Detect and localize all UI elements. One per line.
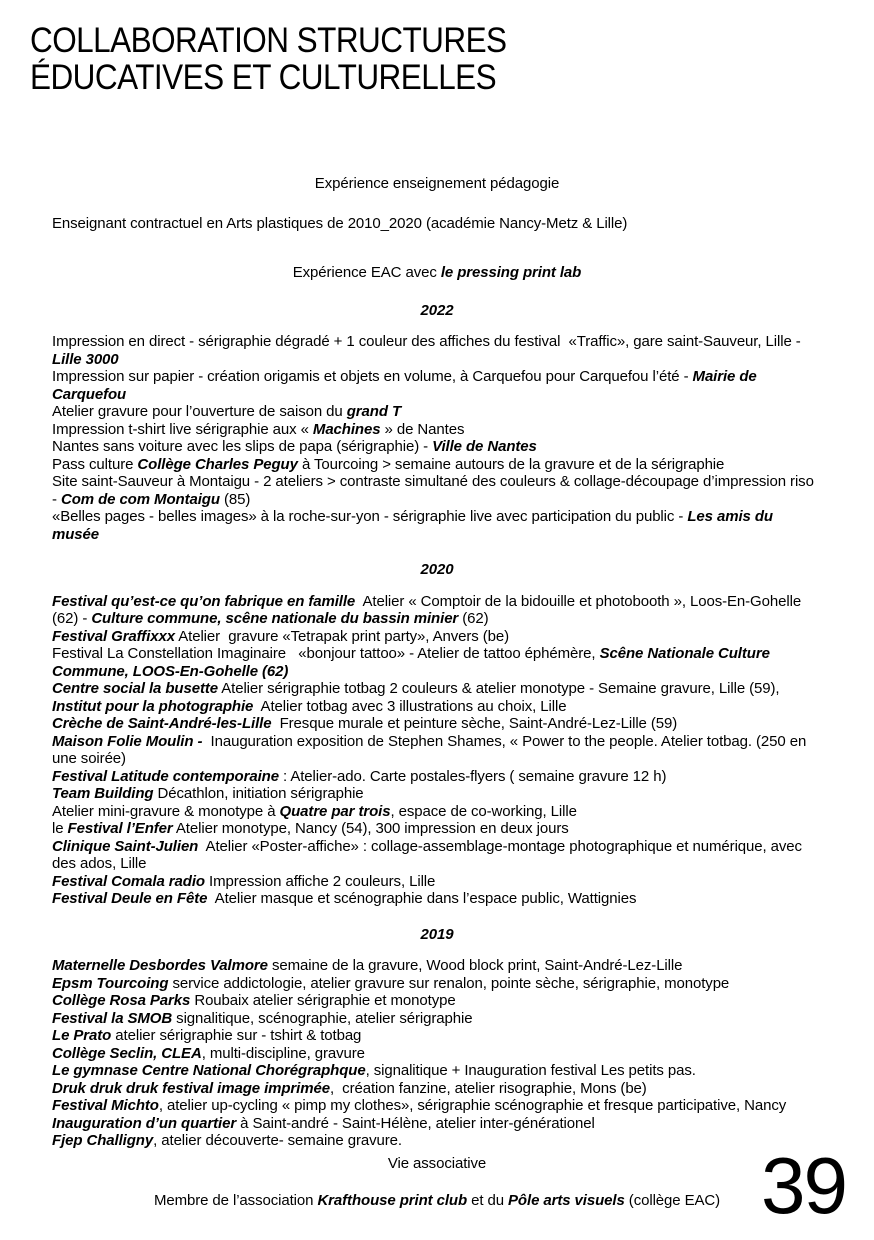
experience-entry [52, 1080, 822, 1098]
experience-entry [52, 368, 822, 403]
emphasis-text: Lille 3000 [52, 350, 119, 368]
experience-entry [52, 838, 822, 873]
plain-text: Décathlon, initiation sérigraphie [153, 785, 364, 802]
plain-text: «Belles pages - belles images» à la roche-sur-yon - sérigraphie live avec participation du public - [52, 508, 688, 525]
emphasis-text: Maternelle Desbordes Valmore [52, 957, 268, 974]
experience-entry [52, 733, 822, 768]
plain-text: Site saint-Sauveur à Montaigu - 2 ateliers > contraste simultané des couleurs & collage-découpage d’impression riso - [52, 473, 818, 508]
page-title-line2: ÉDUCATIVES ET CULTURELLES [30, 58, 497, 97]
experience-entry [52, 645, 822, 680]
emphasis-text: Collège Charles Peguy [137, 455, 298, 473]
plain-text: Atelier «Poster-affiche» : collage-assemblage-montage photographique et numérique, avec des ados, Lille [52, 837, 807, 872]
footer-heading: Vie associative [387, 1155, 487, 1172]
experience-entry [52, 333, 822, 368]
plain-text: » de Nantes [380, 420, 465, 438]
plain-text: (62) [458, 610, 489, 627]
emphasis-text: Festival Latitude contemporaine [52, 767, 279, 785]
section-year-heading: 2019 [420, 925, 454, 943]
plain-text: , espace de co-working, Lille [390, 802, 577, 820]
emphasis-text: le pressing print lab [440, 264, 582, 281]
plain-text: Fresque murale et peinture sèche, Saint-André-Lez-Lille (59) [271, 715, 678, 732]
plain-text: Atelier sérigraphie totbag 2 couleurs & atelier monotype - Semaine gravure, Lille (59), [218, 680, 780, 697]
emphasis-text: Com de com Montaigu [60, 490, 220, 508]
experience-entry [52, 803, 822, 821]
emphasis-text: Festival Graffixxx [52, 627, 175, 645]
experience-entry [52, 628, 822, 646]
plain-text: semaine de la gravure, Wood block print, Saint-André-Lez-Lille [267, 957, 683, 974]
experience-entry [52, 957, 822, 975]
plain-text: Atelier monotype, Nancy (54), 300 impression en deux jours [172, 820, 569, 837]
plain-text: Atelier totbag avec 3 illustrations au choix, Lille [253, 697, 567, 715]
experience-entry [52, 473, 822, 508]
experience-entry [52, 1062, 822, 1080]
emphasis-text: Fjep Challigny [52, 1132, 154, 1149]
plain-text: Impression affiche 2 couleurs, Lille [204, 872, 436, 890]
experience-entry [52, 715, 822, 733]
plain-text: Atelier gravure «Tetrapak print party», Anvers (be) [175, 627, 510, 645]
experience-entry [52, 508, 822, 543]
emphasis-text: Festival Comala radio [52, 872, 205, 890]
intro-teaching-line: Enseignant contractuel en Arts plastiques de 2010_2020 (académie Nancy-Metz & Lille) [52, 214, 628, 232]
emphasis-text: Culture commune, scêne nationale du bassin minier [91, 610, 459, 627]
plain-text: , création fanzine, atelier risographie, Mons (be) [329, 1079, 647, 1097]
plain-text: Nantes sans voiture avec les slips de papa (sérigraphie) - [52, 438, 433, 455]
emphasis-text: Festival Deule en Fête [52, 890, 208, 907]
emphasis-text: Quatre par trois [279, 802, 391, 820]
plain-text: service addictologie, atelier gravure sur renalon, pointe sèche, sérigraphie, monotype [168, 974, 730, 992]
plain-text: Atelier « Comptoir de la bidouille et photobooth », Loos-En-Gohelle (62) - [52, 592, 806, 627]
experience-entry [52, 873, 822, 891]
experience-entry [52, 438, 822, 456]
experience-entry [52, 1132, 822, 1150]
plain-text: à Saint-andré - Saint-Hélène, atelier inter-générationel [236, 1114, 595, 1132]
emphasis-text: Scêne Nationale Culture Commune, LOOS-En-Gohelle (62) [52, 645, 774, 680]
page-title-line1: COLLABORATION STRUCTURES [30, 21, 507, 60]
plain-text: Atelier masque et scénographie dans l’espace public, Wattignies [207, 890, 637, 907]
experience-entry [52, 421, 822, 439]
year-section [52, 561, 822, 908]
emphasis-text: Collège Rosa Parks [52, 992, 191, 1009]
emphasis-text: Clinique Saint-Julien [52, 837, 199, 855]
plain-text: atelier sérigraphie sur - tshirt & totbag [111, 1027, 362, 1044]
experience-entry [52, 1010, 822, 1028]
emphasis-text: Druk druk druk festival image imprimée [52, 1079, 330, 1097]
emphasis-text: Collège Seclin, CLEA [52, 1044, 202, 1062]
experience-entry [52, 975, 822, 993]
plain-text: Inauguration exposition de Stephen Shames, « Power to the people. Atelier totbag. (250 en une soirée) [52, 732, 811, 767]
emphasis-text: Festival qu’est-ce qu’on fabrique en famille [52, 592, 356, 610]
emphasis-text: Inauguration d’un quartier [52, 1114, 237, 1132]
emphasis-text: Festival la SMOB [52, 1009, 173, 1027]
emphasis-text: Krafthouse print club [317, 1192, 468, 1209]
experience-entry [52, 1027, 822, 1045]
plain-text: (85) [219, 490, 251, 508]
emphasis-text: Maison Folie Moulin - [52, 732, 203, 750]
experience-entry [52, 785, 822, 803]
emphasis-text: Le Prato [52, 1027, 112, 1044]
emphasis-text: Festival l’Enfer [67, 820, 173, 837]
emphasis-text: Festival Michto [52, 1097, 159, 1114]
experience-sections [52, 302, 822, 1150]
experience-entry [52, 698, 822, 716]
plain-text: à Tourcoing > semaine autours de la gravure et de la sérigraphie [297, 455, 725, 473]
plain-text: , atelier découverte- semaine gravure. [153, 1132, 402, 1149]
plain-text: Festival La Constellation Imaginaire «bonjour tattoo» - Atelier de tattoo éphémère, [52, 645, 600, 662]
footer-membership [0, 1192, 874, 1210]
experience-entry [52, 820, 822, 838]
plain-text: , atelier up-cycling « pimp my clothes», sérigraphie scénographie et fresque participative, Nancy [158, 1097, 787, 1114]
plain-text: Expérience EAC avec [292, 264, 441, 281]
experience-entry [52, 890, 822, 908]
plain-text: Roubaix atelier sérigraphie et monotype [190, 992, 456, 1009]
emphasis-text: Ville de Nantes [432, 438, 537, 455]
emphasis-text: Crèche de Saint-André-les-Lille [52, 715, 272, 732]
plain-text: Atelier gravure pour l’ouverture de saison du [52, 403, 347, 420]
year-section [52, 926, 822, 1150]
plain-text: Membre de l’association [153, 1192, 318, 1209]
section-year-heading: 2020 [420, 561, 454, 578]
plain-text: Pass culture [52, 455, 138, 473]
page-title [30, 22, 507, 96]
plain-text: : Atelier-ado. Carte postales-flyers ( semaine gravure 12 h) [278, 767, 667, 785]
experience-entry [52, 680, 822, 698]
experience-entry [52, 1045, 822, 1063]
emphasis-text: Mairie de Carquefou [52, 368, 761, 403]
emphasis-text: Machines [312, 420, 381, 438]
emphasis-text: Epsm Tourcoing [52, 974, 169, 992]
experience-entry [52, 456, 822, 474]
emphasis-text: Centre social la busette [52, 680, 218, 697]
year-section [52, 302, 822, 544]
intro-eac-heading [52, 264, 822, 282]
plain-text: et du [467, 1192, 509, 1209]
emphasis-text: Team Building [52, 785, 154, 802]
page-number: 39 [761, 1141, 846, 1230]
plain-text: Impression t-shirt live sérigraphie aux « [52, 420, 313, 438]
plain-text: le [52, 820, 68, 837]
plain-text: Impression en direct - sérigraphie dégradé + 1 couleur des affiches du festival «Traffic», gare saint-Sauveur, Lille - [52, 333, 805, 350]
section-year-heading: 2022 [420, 301, 454, 319]
plain-text: signalitique, scénographie, atelier sérigraphie [172, 1009, 473, 1027]
emphasis-text: grand T [346, 403, 402, 420]
emphasis-text: Institut pour la photographie [52, 697, 254, 715]
page-content [52, 175, 822, 1150]
intro-experience-heading: Expérience enseignement pédagogie [314, 175, 560, 192]
experience-entry [52, 768, 822, 786]
plain-text: , multi-discipline, gravure [201, 1044, 365, 1062]
experience-entry [52, 593, 822, 628]
plain-text: Impression sur papier - création origamis et objets en volume, à Carquefou pour Carquefou l’été - [52, 368, 693, 385]
experience-entry [52, 1115, 822, 1133]
emphasis-text: Le gymnase Centre National Chorégraphque [52, 1062, 366, 1079]
plain-text: Atelier mini-gravure & monotype à [52, 802, 280, 820]
experience-entry [52, 992, 822, 1010]
plain-text: (collège EAC) [624, 1192, 721, 1209]
plain-text: , signalitique + Inauguration festival Les petits pas. [365, 1062, 696, 1079]
emphasis-text: Pôle arts visuels [508, 1192, 625, 1209]
experience-entry [52, 403, 822, 421]
emphasis-text: Les amis du musée [52, 508, 778, 543]
experience-entry [52, 1097, 822, 1115]
